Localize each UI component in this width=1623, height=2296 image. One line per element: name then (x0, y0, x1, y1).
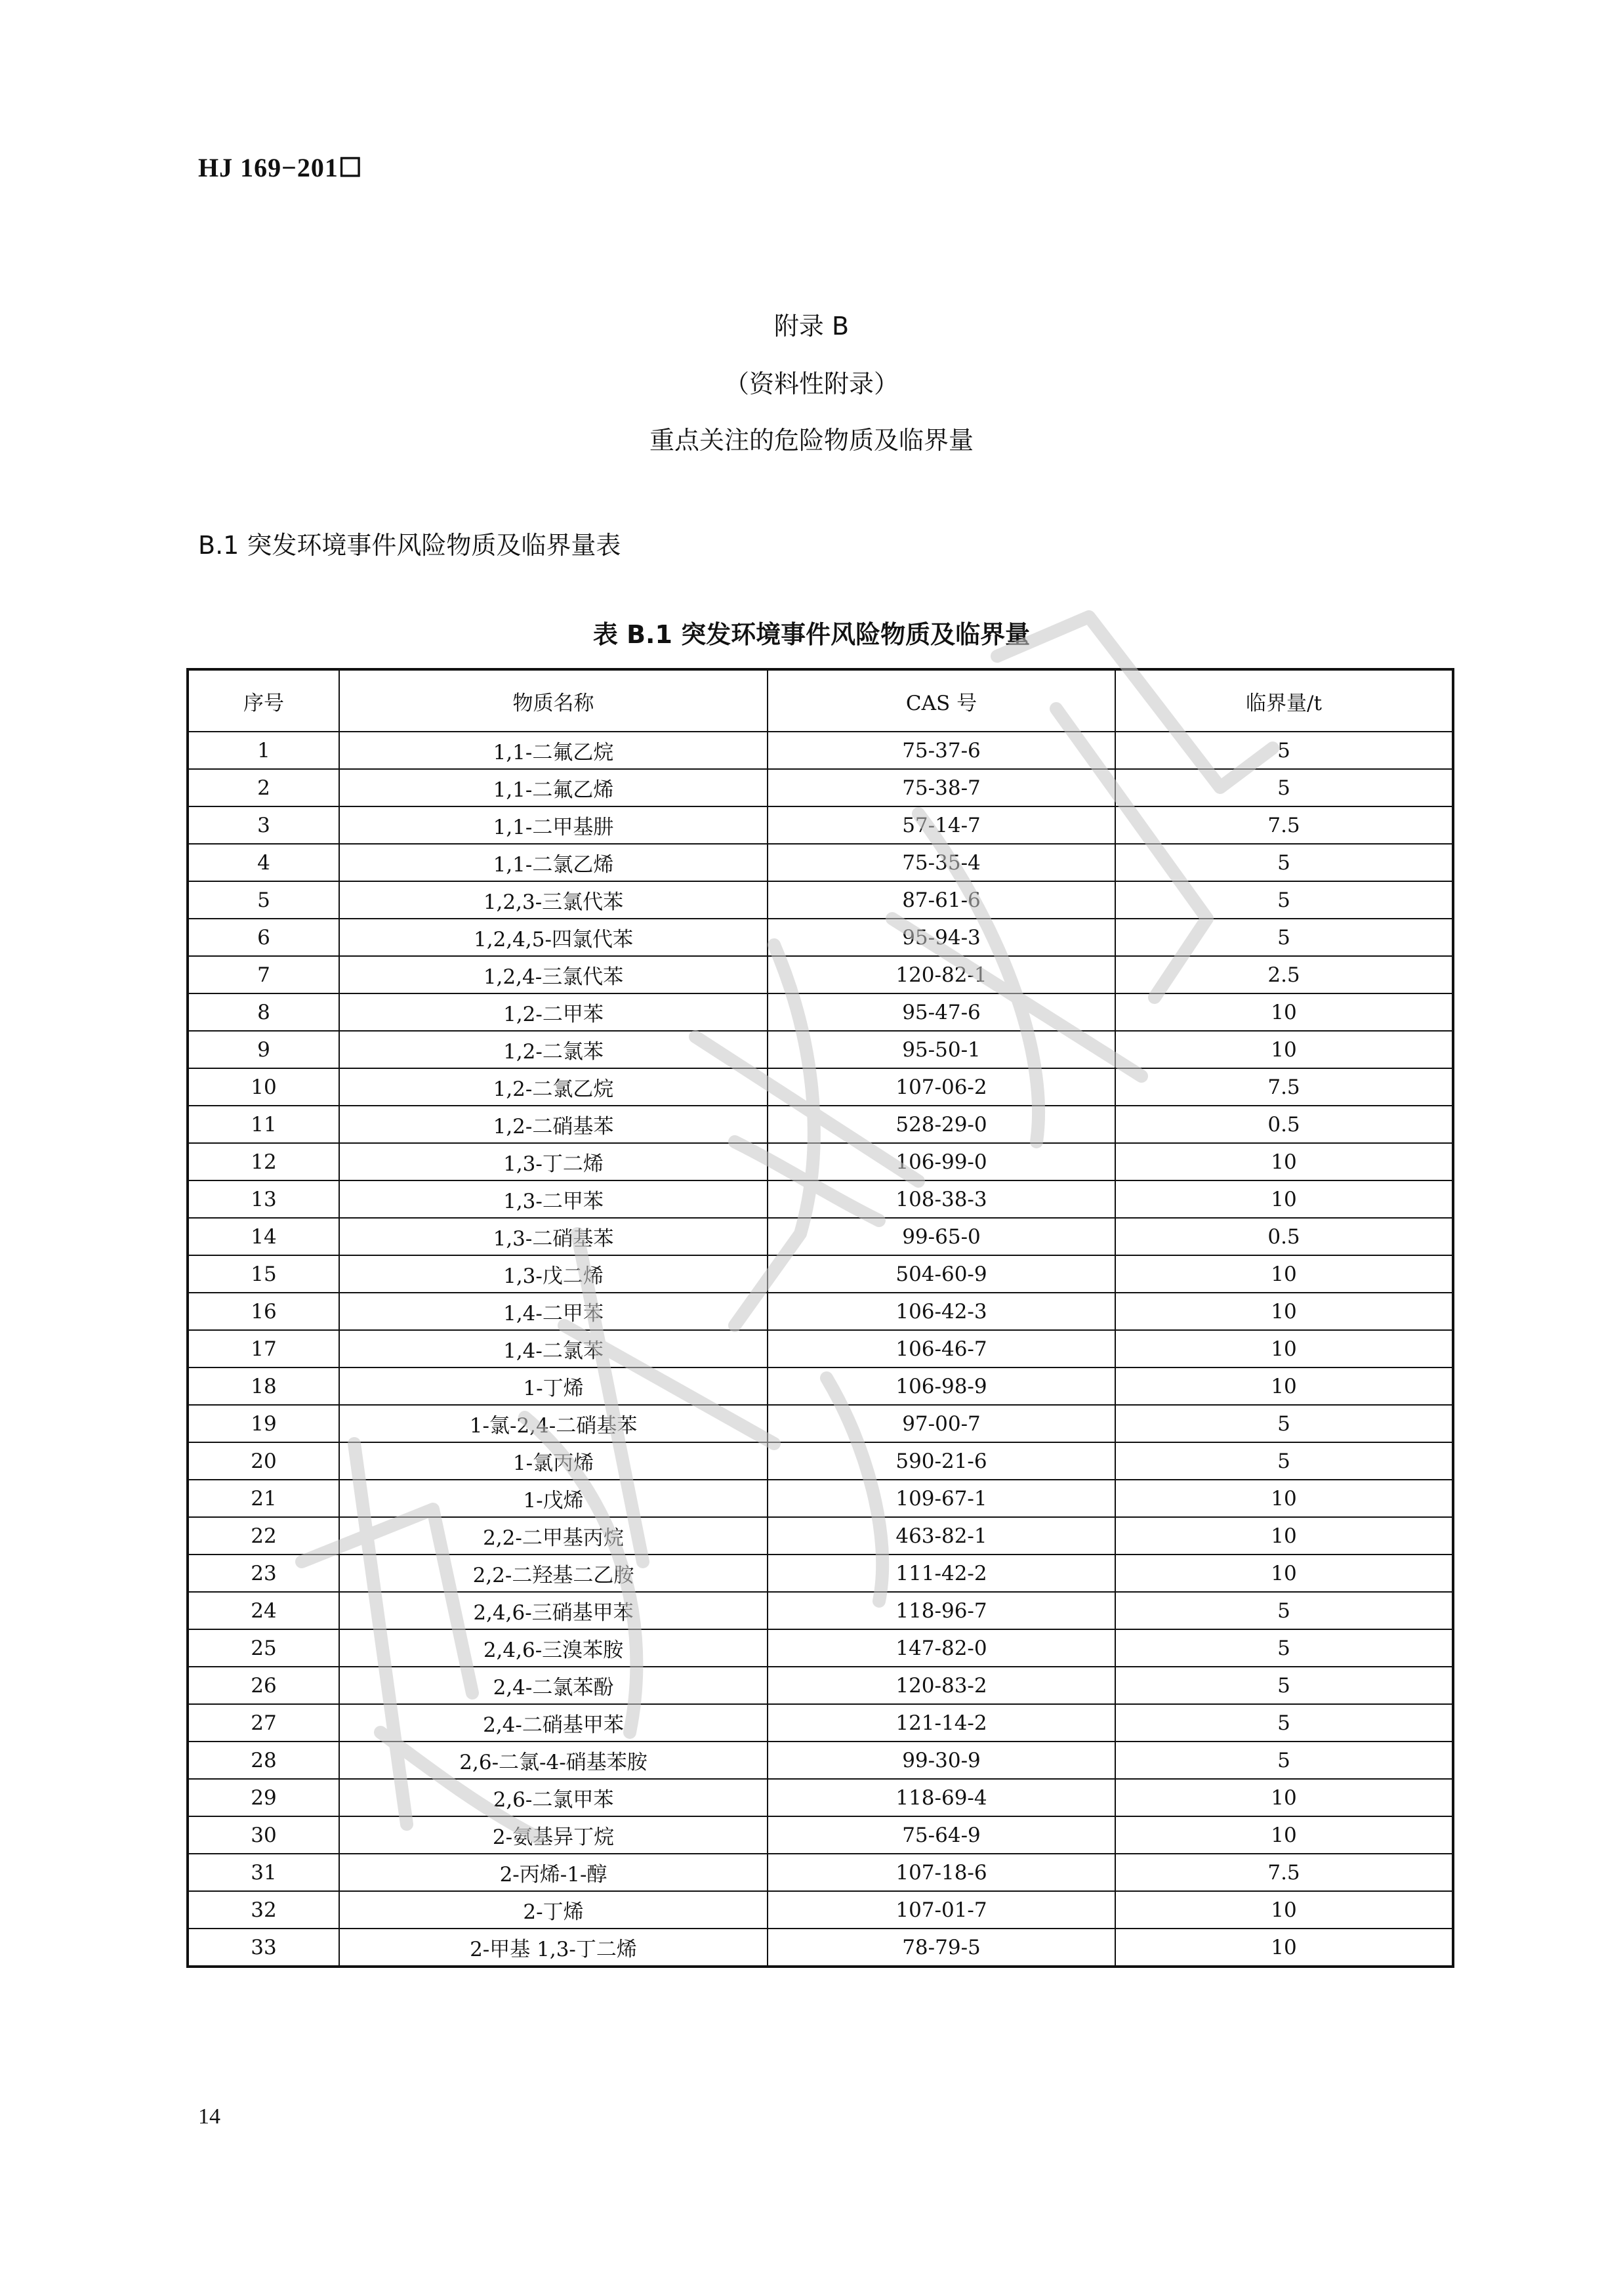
cell-cas-number: 95-94-3 (768, 919, 1115, 956)
cell-cas-number: 528-29-0 (768, 1106, 1115, 1143)
cell-index: 32 (188, 1891, 339, 1929)
cell-index: 1 (188, 732, 339, 769)
cell-threshold: 10 (1115, 1816, 1453, 1854)
cell-cas-number: 107-18-6 (768, 1854, 1115, 1891)
cell-substance-name: 1-氯丙烯 (339, 1442, 768, 1480)
cell-cas-number: 75-64-9 (768, 1816, 1115, 1854)
appendix-subtitle: （资料性附录） (724, 369, 899, 398)
cell-index: 16 (188, 1293, 339, 1330)
cell-index: 8 (188, 993, 339, 1031)
cell-index: 22 (188, 1517, 339, 1555)
cell-index: 10 (188, 1068, 339, 1106)
cell-threshold: 7.5 (1115, 1854, 1453, 1891)
cell-threshold: 5 (1115, 1742, 1453, 1779)
table-row (188, 1442, 1453, 1480)
cell-threshold: 10 (1115, 1891, 1453, 1929)
cell-threshold: 10 (1115, 1779, 1453, 1816)
cell-index: 31 (188, 1854, 339, 1891)
cell-substance-name: 1,3-二甲苯 (339, 1180, 768, 1218)
table-row (188, 769, 1453, 806)
cell-cas-number: 463-82-1 (768, 1517, 1115, 1555)
cell-substance-name: 2-氨基异丁烷 (339, 1816, 768, 1854)
cell-threshold: 5 (1115, 1405, 1453, 1442)
cell-substance-name: 1,2-二氯乙烷 (339, 1068, 768, 1106)
cell-cas-number: 78-79-5 (768, 1929, 1115, 1967)
table-row (188, 1293, 1453, 1330)
table-row (188, 1704, 1453, 1742)
cell-index: 17 (188, 1330, 339, 1367)
table-row (188, 1255, 1453, 1293)
cell-index: 29 (188, 1779, 339, 1816)
appendix-heading: 重点关注的危险物质及临界量 (649, 426, 974, 455)
cell-index: 27 (188, 1704, 339, 1742)
cell-threshold: 5 (1115, 732, 1453, 769)
cell-threshold: 5 (1115, 769, 1453, 806)
cell-threshold: 10 (1115, 1031, 1453, 1068)
cell-threshold: 5 (1115, 919, 1453, 956)
cell-index: 5 (188, 881, 339, 919)
cell-threshold: 7.5 (1115, 1068, 1453, 1106)
cell-substance-name: 1-氯-2,4-二硝基苯 (339, 1405, 768, 1442)
cell-substance-name: 2-丙烯-1-醇 (339, 1854, 768, 1891)
column-header-threshold: 临界量/t (1115, 669, 1453, 732)
cell-substance-name: 2,4-二氯苯酚 (339, 1667, 768, 1704)
cell-threshold: 2.5 (1115, 956, 1453, 993)
cell-substance-name: 1,2-二氯苯 (339, 1031, 768, 1068)
cell-substance-name: 1,1-二甲基肼 (339, 806, 768, 844)
cell-index: 18 (188, 1367, 339, 1405)
cell-index: 11 (188, 1106, 339, 1143)
cell-index: 33 (188, 1929, 339, 1967)
cell-cas-number: 107-01-7 (768, 1891, 1115, 1929)
column-header-substance-name: 物质名称 (339, 669, 768, 732)
cell-index: 23 (188, 1555, 339, 1592)
cell-substance-name: 2-甲基 1,3-丁二烯 (339, 1929, 768, 1967)
cell-threshold: 5 (1115, 1442, 1453, 1480)
table-row (188, 1742, 1453, 1779)
appendix-title: 附录 B (773, 312, 850, 341)
cell-index: 24 (188, 1592, 339, 1629)
column-header-cas-number: CAS 号 (768, 669, 1115, 732)
table-row (188, 844, 1453, 881)
cell-cas-number: 99-65-0 (768, 1218, 1115, 1255)
cell-cas-number: 97-00-7 (768, 1405, 1115, 1442)
cell-threshold: 10 (1115, 993, 1453, 1031)
cell-substance-name: 2,2-二羟基二乙胺 (339, 1555, 768, 1592)
cell-cas-number: 120-83-2 (768, 1667, 1115, 1704)
cell-substance-name: 1,4-二氯苯 (339, 1330, 768, 1367)
cell-index: 30 (188, 1816, 339, 1854)
cell-substance-name: 2,6-二氯-4-硝基苯胺 (339, 1742, 768, 1779)
cell-threshold: 10 (1115, 1293, 1453, 1330)
cell-cas-number: 109-67-1 (768, 1480, 1115, 1517)
table-row (188, 956, 1453, 993)
cell-substance-name: 1,1-二氟乙烷 (339, 732, 768, 769)
column-header-index: 序号 (188, 669, 339, 732)
cell-threshold: 10 (1115, 1517, 1453, 1555)
cell-index: 12 (188, 1143, 339, 1180)
table-row (188, 1405, 1453, 1442)
cell-substance-name: 1,2,4-三氯代苯 (339, 956, 768, 993)
cell-cas-number: 75-37-6 (768, 732, 1115, 769)
cell-cas-number: 95-50-1 (768, 1031, 1115, 1068)
cell-threshold: 5 (1115, 844, 1453, 881)
hazardous-substances-table (186, 668, 1454, 1968)
table-header-row (188, 669, 1453, 732)
cell-threshold: 10 (1115, 1255, 1453, 1293)
cell-index: 26 (188, 1667, 339, 1704)
table-row (188, 1779, 1453, 1816)
cell-threshold: 0.5 (1115, 1218, 1453, 1255)
table-row (188, 919, 1453, 956)
cell-cas-number: 120-82-1 (768, 956, 1115, 993)
cell-substance-name: 1,3-戊二烯 (339, 1255, 768, 1293)
cell-substance-name: 1,3-二硝基苯 (339, 1218, 768, 1255)
cell-threshold: 10 (1115, 1143, 1453, 1180)
cell-cas-number: 87-61-6 (768, 881, 1115, 919)
cell-substance-name: 2,6-二氯甲苯 (339, 1779, 768, 1816)
cell-threshold: 10 (1115, 1929, 1453, 1967)
cell-threshold: 5 (1115, 1667, 1453, 1704)
cell-cas-number: 118-69-4 (768, 1779, 1115, 1816)
table-row (188, 1106, 1453, 1143)
cell-cas-number: 75-35-4 (768, 844, 1115, 881)
cell-cas-number: 75-38-7 (768, 769, 1115, 806)
cell-index: 14 (188, 1218, 339, 1255)
document-code: HJ 169−201☐ (198, 153, 363, 182)
cell-cas-number: 106-46-7 (768, 1330, 1115, 1367)
cell-cas-number: 111-42-2 (768, 1555, 1115, 1592)
cell-index: 28 (188, 1742, 339, 1779)
table-row (188, 1180, 1453, 1218)
cell-cas-number: 95-47-6 (768, 993, 1115, 1031)
table-body (188, 732, 1453, 1967)
table-row (188, 1517, 1453, 1555)
cell-threshold: 7.5 (1115, 806, 1453, 844)
page-number: 14 (198, 2104, 220, 2129)
table-row (188, 1218, 1453, 1255)
table-row (188, 1854, 1453, 1891)
table-row (188, 881, 1453, 919)
cell-substance-name: 1,3-丁二烯 (339, 1143, 768, 1180)
cell-substance-name: 1,2-二硝基苯 (339, 1106, 768, 1143)
table-row (188, 732, 1453, 769)
section-heading: B.1 突发环境事件风险物质及临界量表 (198, 531, 621, 560)
cell-cas-number: 106-42-3 (768, 1293, 1115, 1330)
table-row (188, 1555, 1453, 1592)
cell-substance-name: 1,2-二甲苯 (339, 993, 768, 1031)
table-row (188, 1367, 1453, 1405)
cell-cas-number: 590-21-6 (768, 1442, 1115, 1480)
table-caption: 表 B.1 突发环境事件风险物质及临界量 (592, 620, 1031, 649)
cell-substance-name: 1,4-二甲苯 (339, 1293, 768, 1330)
cell-substance-name: 2-丁烯 (339, 1891, 768, 1929)
cell-index: 25 (188, 1629, 339, 1667)
cell-index: 15 (188, 1255, 339, 1293)
cell-cas-number: 108-38-3 (768, 1180, 1115, 1218)
cell-threshold: 10 (1115, 1330, 1453, 1367)
cell-index: 9 (188, 1031, 339, 1068)
table-row (188, 993, 1453, 1031)
table-row (188, 1891, 1453, 1929)
table-row (188, 1629, 1453, 1667)
cell-index: 21 (188, 1480, 339, 1517)
table-row (188, 1816, 1453, 1854)
cell-threshold: 10 (1115, 1367, 1453, 1405)
cell-substance-name: 1,1-二氯乙烯 (339, 844, 768, 881)
cell-substance-name: 1-戊烯 (339, 1480, 768, 1517)
cell-threshold: 5 (1115, 881, 1453, 919)
table-row (188, 1068, 1453, 1106)
cell-substance-name: 2,4,6-三硝基甲苯 (339, 1592, 768, 1629)
cell-cas-number: 121-14-2 (768, 1704, 1115, 1742)
cell-substance-name: 2,4,6-三溴苯胺 (339, 1629, 768, 1667)
table-row (188, 1143, 1453, 1180)
cell-index: 2 (188, 769, 339, 806)
cell-index: 20 (188, 1442, 339, 1480)
cell-cas-number: 57-14-7 (768, 806, 1115, 844)
cell-threshold: 0.5 (1115, 1106, 1453, 1143)
cell-cas-number: 504-60-9 (768, 1255, 1115, 1293)
table-row (188, 1929, 1453, 1967)
table-row (188, 1592, 1453, 1629)
cell-cas-number: 118-96-7 (768, 1592, 1115, 1629)
table-row (188, 1480, 1453, 1517)
table-row (188, 1031, 1453, 1068)
cell-substance-name: 2,4-二硝基甲苯 (339, 1704, 768, 1742)
cell-cas-number: 106-99-0 (768, 1143, 1115, 1180)
cell-substance-name: 1-丁烯 (339, 1367, 768, 1405)
cell-threshold: 10 (1115, 1555, 1453, 1592)
table-row (188, 1667, 1453, 1704)
cell-substance-name: 1,2,3-三氯代苯 (339, 881, 768, 919)
cell-cas-number: 99-30-9 (768, 1742, 1115, 1779)
cell-threshold: 5 (1115, 1629, 1453, 1667)
cell-index: 3 (188, 806, 339, 844)
cell-index: 4 (188, 844, 339, 881)
cell-index: 7 (188, 956, 339, 993)
cell-substance-name: 2,2-二甲基丙烷 (339, 1517, 768, 1555)
cell-cas-number: 147-82-0 (768, 1629, 1115, 1667)
cell-index: 6 (188, 919, 339, 956)
cell-cas-number: 107-06-2 (768, 1068, 1115, 1106)
cell-index: 13 (188, 1180, 339, 1218)
cell-threshold: 10 (1115, 1180, 1453, 1218)
table-row (188, 1330, 1453, 1367)
cell-substance-name: 1,1-二氟乙烯 (339, 769, 768, 806)
cell-index: 19 (188, 1405, 339, 1442)
cell-threshold: 10 (1115, 1480, 1453, 1517)
cell-substance-name: 1,2,4,5-四氯代苯 (339, 919, 768, 956)
table-row (188, 806, 1453, 844)
cell-cas-number: 106-98-9 (768, 1367, 1115, 1405)
cell-threshold: 5 (1115, 1592, 1453, 1629)
cell-threshold: 5 (1115, 1704, 1453, 1742)
